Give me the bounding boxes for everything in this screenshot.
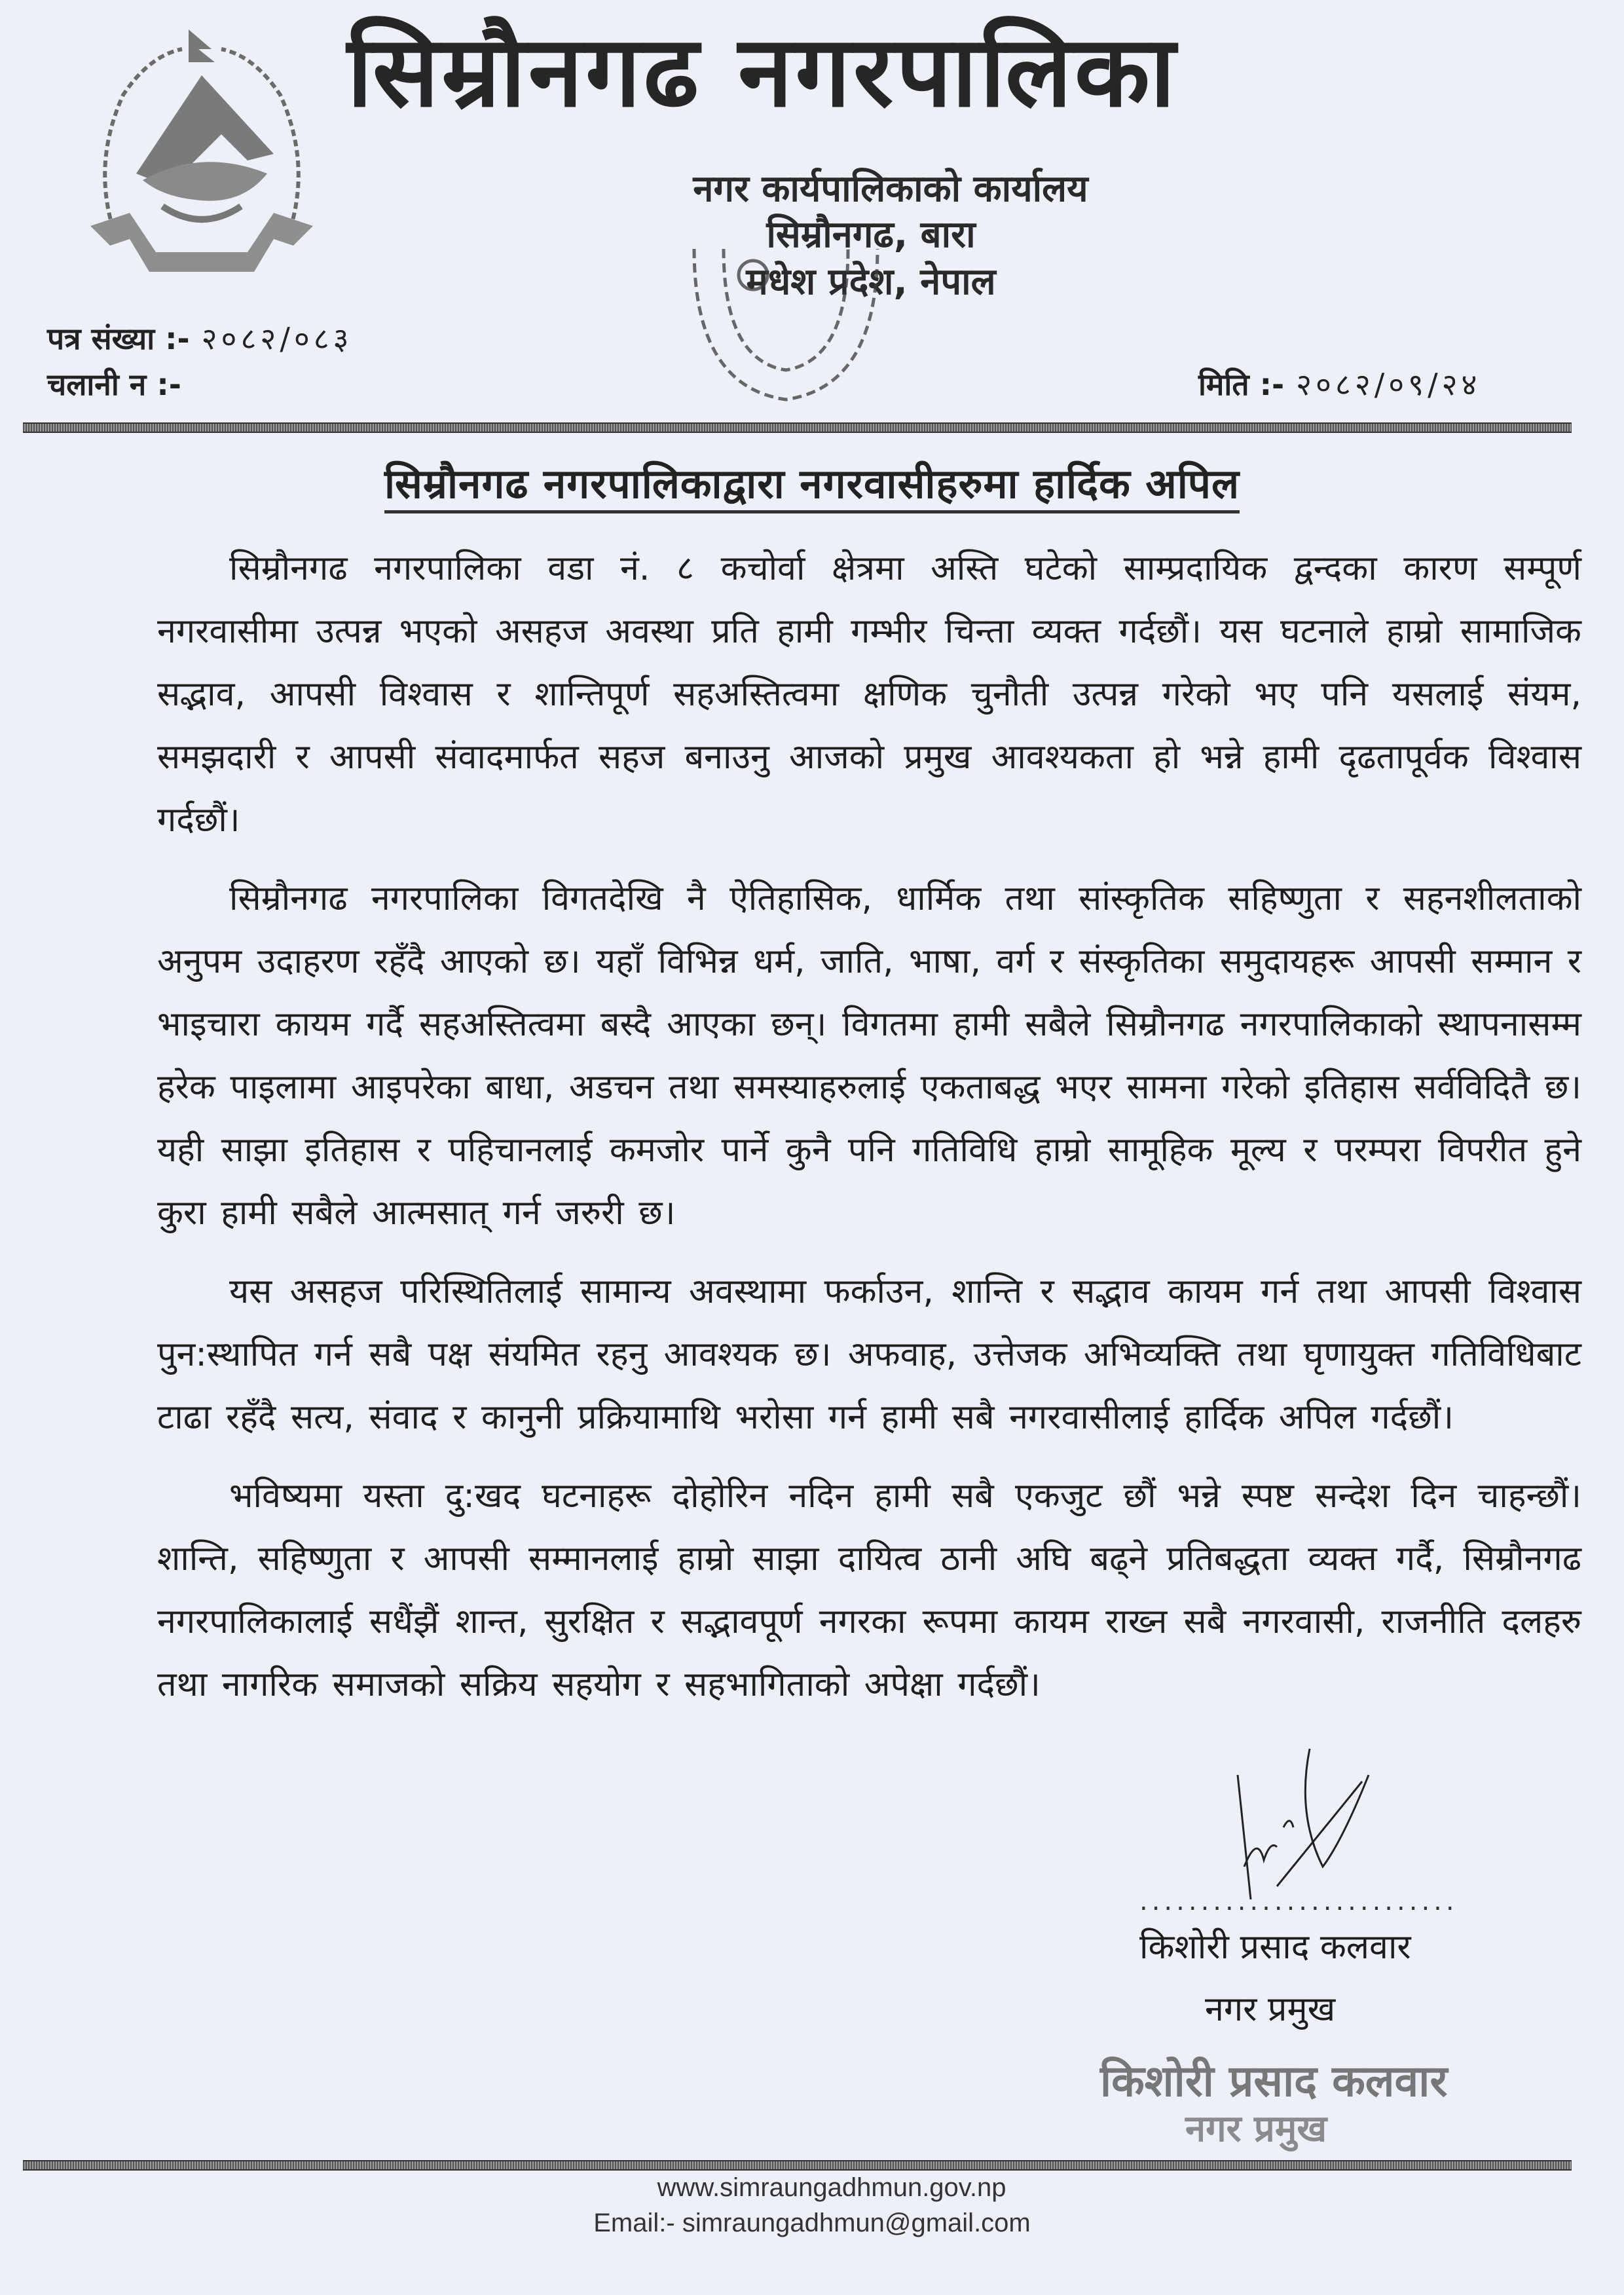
office-seal-stamp-icon <box>668 223 904 419</box>
handwritten-signature <box>1211 1736 1375 1906</box>
letter-body <box>157 537 1581 1732</box>
body-paragraph: भविष्यमा यस्ता दु:खद घटनाहरू दोहोरिन नदिन हामी सबै एकजुट छौं भन्ने स्पष्ट सन्देश दिन चाहन्छौं। शान्ति, सहिष्णुता र आपसी सम्मानलाई हाम्रो साझा दायित्व ठानी अघि बढ्ने प्रतिबद्धता व्यक्त गर्दै, सिम्रौनगढ नगरपालिकालाई सधैंझैं शान्त, सुरक्षित र सद्भावपूर्ण नगरका रूपमा कायम राख्न सबै नगरवासी, राजनीति दलहरु तथा नागरिक समाजको सक्रिय सहयोग र सहभागिताको अपेक्षा गर्दछौं। <box>157 1476 1581 1704</box>
date-value: २०८२/०९/२४ <box>1296 367 1481 402</box>
signer-name: किशोरी प्रसाद कलवार <box>1139 1928 1411 1967</box>
organization-title: सिम्रौनगढ नगरपालिका <box>347 15 1178 129</box>
letter-date <box>1198 364 1481 404</box>
body-paragraph: सिम्रौनगढ नगरपालिका वडा नं. ८ कचोर्वा क्षेत्रमा अस्ति घटेको साम्प्रदायिक द्वन्दका कारण सम्पूर्ण नगरवासीमा उत्पन्न भएको असहज अवस्था प्रति हामी गम्भीर चिन्ता व्यक्त गर्दछौं। यस घटनाले हाम्रो सामाजिक सद्भाव, आपसी विश्वास र शान्तिपूर्ण सहअस्तित्वमा क्षणिक चुनौती उत्पन्न गरेको भए पनि यसलाई संयम, समझदारी र आपसी संवादमार्फत सहज बनाउनु आजको प्रमुख आवश्यकता हो भन्ने हामी दृढतापूर्वक विश्वास गर्दछौं। <box>157 549 1581 840</box>
signer-title: नगर प्रमुख <box>1205 1990 1336 2029</box>
body-paragraph: यस असहज परिस्थितिलाई सामान्य अवस्थामा फर्काउन, शान्ति र सद्भाव कायम गर्न तथा आपसी विश्वास पुन:स्थापित गर्न सबै पक्ष संयमित रहनु आवश्यक छ। अफवाह, उत्तेजक अभिव्यक्ति तथा घृणायुक्त गतिविधिबाट टाढा रहँदै सत्य, संवाद र कानुनी प्रक्रियामाथि भरोसा गर्न हामी सबै नगरवासीलाई हार्दिक अपिल गर्दछौं। <box>157 1272 1581 1437</box>
footer-website-link[interactable]: www.simraungadhmun.gov.np <box>657 2173 1006 2202</box>
office-location: सिम्रौनगढ, बारा <box>766 214 976 256</box>
name-stamp: किशोरी प्रसाद कलवार <box>1100 2056 1448 2106</box>
dispatch-number-label: चलानी न :- <box>47 367 181 402</box>
footer-email[interactable]: Email:- simraungadhmun@gmail.com <box>593 2209 1031 2237</box>
reference-number <box>47 318 353 358</box>
reference-number-value: २०८२/०८३ <box>201 321 353 356</box>
date-label: मिति :- <box>1198 367 1285 402</box>
title-stamp: नगर प्रमुख <box>1185 2108 1327 2150</box>
reference-number-label: पत्र संख्या :- <box>47 321 190 356</box>
footer-divider <box>23 2160 1572 2171</box>
signature-line: .......................... <box>1139 1886 1458 1916</box>
header-divider <box>23 422 1572 433</box>
office-name: नगर कार्यपालिकाको कार्यालय <box>693 168 1088 210</box>
body-paragraph: सिम्रौनगढ नगरपालिका विगतदेखि नै ऐतिहासिक, धार्मिक तथा सांस्कृतिक सहिष्णुता र सहनशीलताको अनुपम उदाहरण रहँदै आएको छ। यहाँ विभिन्न धर्म, जाति, भाषा, वर्ग र संस्कृतिका समुदायहरू आपसी सम्मान र भाइचारा कायम गर्दै सहअस्तित्वमा बस्दै आएका छन्। विगतमा हामी सबैले सिम्रौनगढ नगरपालिकाको स्थापनासम्म हरेक पाइलामा आइपरेका बाधा, अडचन तथा समस्याहरुलाई एकताबद्ध भएर सामना गरेको इतिहास सर्वविदितै छ। यही साझा इतिहास र पहिचानलाई कमजोर पार्ने कुनै पनि गतिविधि हाम्रो सामूहिक मूल्य र परम्परा विपरीत हुने कुरा हामी सबैले आत्मसात् गर्न जरुरी छ। <box>157 879 1581 1233</box>
letter-subject <box>0 455 1624 510</box>
subject-text: सिम्रौनगढ नगरपालिकाद्वारा नगरवासीहरुमा हार्दिक अपिल <box>384 460 1240 513</box>
dispatch-number <box>47 364 193 404</box>
office-province: मधेश प्रदेश, नेपाल <box>746 261 996 303</box>
